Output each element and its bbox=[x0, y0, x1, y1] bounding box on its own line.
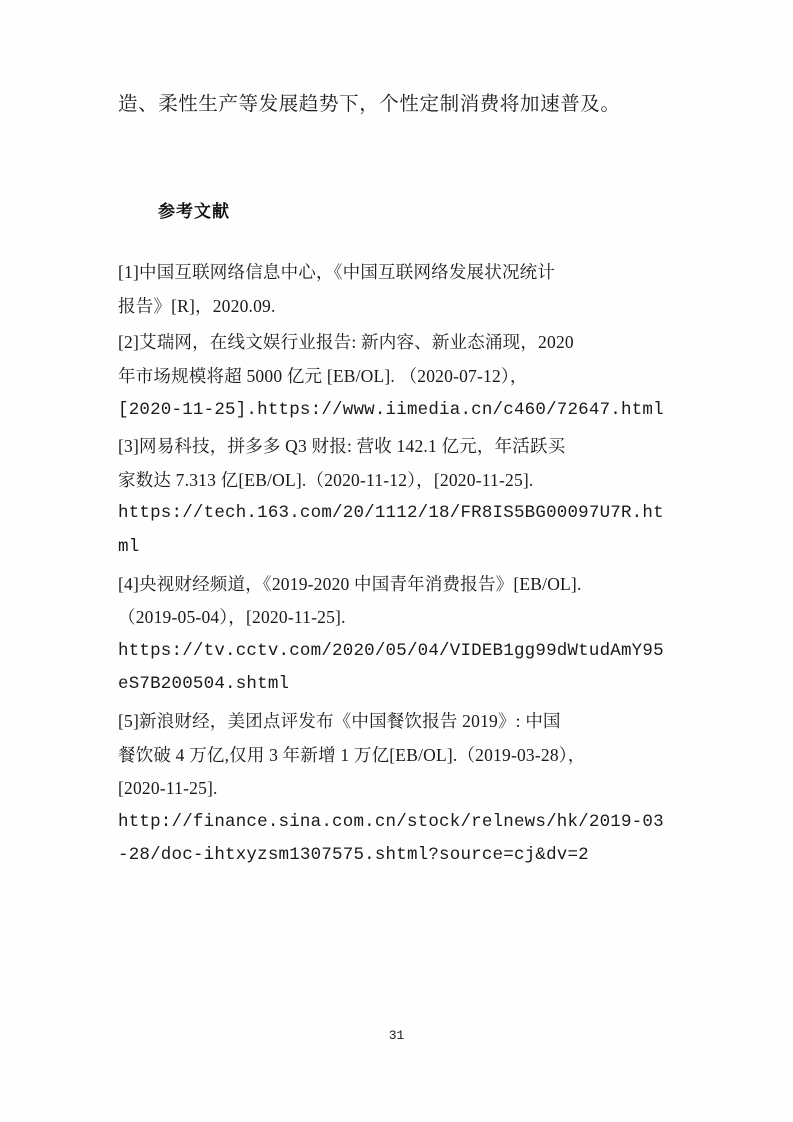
reference-line: ml bbox=[118, 537, 140, 557]
page-content bbox=[118, 90, 678, 876]
reference-line: -28/doc-ihtxyzsm1307575.shtml?source=cj&dv=2 bbox=[118, 845, 589, 866]
reference-line: [4]央视财经频道，《2019-2020 中国青年消费报告》[EB/OL]. bbox=[118, 573, 582, 594]
reference-line: http://finance.sina.com.cn/stock/relnews/hk/2019-03 bbox=[118, 811, 664, 832]
reference-line: [2]艾瑞网，在线文娱行业报告: 新内容、新业态涌现，2020 bbox=[118, 332, 574, 353]
reference-line: 餐饮破 4 万亿,仅用 3 年新增 1 万亿[EB/OL].（2019-03-28）， bbox=[118, 744, 586, 765]
reference-line: [5]新浪财经，美团点评发布《中国餐饮报告 2019》: 中国 bbox=[118, 710, 561, 731]
reference-line: [2020-11-25].https://www.iimedia.cn/c460/72647.html bbox=[118, 399, 664, 420]
reference-line: https://tech.163.com/20/1112/18/FR8IS5BG00097U7R.ht bbox=[118, 503, 664, 524]
continued-paragraph: 造、柔性生产等发展趋势下，个性定制消费将加速普及。 bbox=[118, 94, 621, 115]
reference-line: [3]网易科技，拼多多 Q3 财报: 营收 142.1 亿元，年活跃买 bbox=[118, 436, 566, 457]
reference-item bbox=[118, 430, 678, 564]
reference-item bbox=[118, 568, 678, 702]
references-heading: 参考文献 bbox=[158, 202, 230, 223]
reference-line: [2020-11-25]. bbox=[118, 778, 218, 799]
page-number: 31 bbox=[388, 1028, 405, 1043]
reference-item bbox=[118, 256, 678, 323]
reference-item bbox=[118, 705, 678, 873]
reference-line: 报告》[R]，2020.09. bbox=[118, 295, 276, 316]
reference-item bbox=[118, 326, 678, 427]
reference-line: （2019-05-04），[2020-11-25]. bbox=[118, 607, 346, 628]
reference-line: 年市场规模将超 5000 亿元 [EB/OL]. （2020-07-12）， bbox=[118, 366, 528, 387]
reference-list bbox=[118, 256, 678, 873]
reference-line: eS7B200504.shtml bbox=[118, 674, 290, 695]
reference-line: 家数达 7.313 亿[EB/OL].（2020-11-12），[2020-11-25]. bbox=[118, 469, 534, 490]
reference-line: https://tv.cctv.com/2020/05/04/VIDEB1gg99dWtudAmY95 bbox=[118, 640, 664, 661]
reference-line: [1]中国互联网络信息中心，《中国互联网络发展状况统计 bbox=[118, 262, 556, 283]
